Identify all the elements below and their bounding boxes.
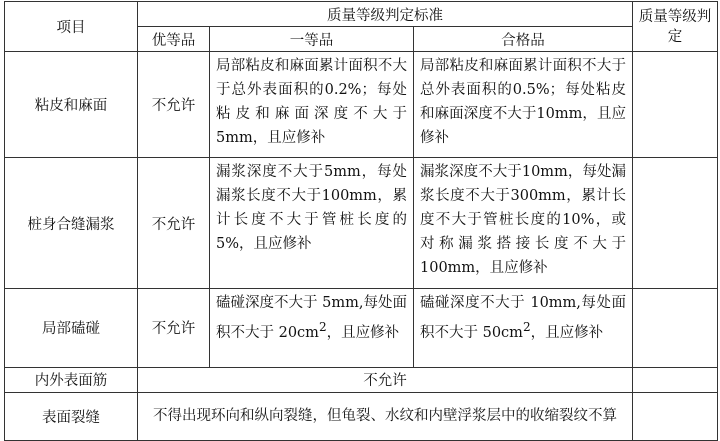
row-qualified xyxy=(414,289,633,368)
first-grade-text-tail: ，且应修补 xyxy=(326,324,400,341)
header-grade-excellent: 优等品 xyxy=(138,27,210,52)
superscript: 2 xyxy=(522,320,531,335)
header-grade-first: 一等品 xyxy=(210,27,414,52)
row-item-label: 桩身合缝漏浆 xyxy=(5,158,138,289)
row-first-grade: 局部粘皮和麻面累计面积不大于总外表面积的0.2%；每处粘皮和麻面深度不大于5mm，且应修补 xyxy=(210,52,414,158)
row-verdict-cell xyxy=(633,158,718,289)
qualified-text: 磕碰深度不大于 10mm,每处面积不大于 50cm xyxy=(420,295,626,341)
row-excellent: 不允许 xyxy=(138,158,210,289)
row-item-label: 粘皮和麻面 xyxy=(5,52,138,158)
row-item-label: 内外表面筋 xyxy=(5,367,138,392)
row-verdict-cell xyxy=(633,52,718,158)
watermark: ​ xyxy=(180,122,205,147)
first-grade-text: 磕碰深度不大于 5mm,每处面积不大于 20cm xyxy=(216,295,407,341)
header-standard: 质量等级判定标准 xyxy=(138,2,633,27)
header-grade-qualified: 合格品 xyxy=(414,27,633,52)
row-verdict-cell xyxy=(633,367,718,392)
superscript: 2 xyxy=(318,320,327,335)
header-item: 项目 xyxy=(5,2,138,52)
row-verdict-cell xyxy=(633,289,718,368)
row-item-label: 局部磕碰 xyxy=(5,289,138,368)
qualified-text-tail: ，且应修补 xyxy=(530,324,604,341)
row-item-label: 表面裂缝 xyxy=(5,392,138,440)
row-qualified: 漏浆深度不大于10mm，每处漏浆长度不大于300mm，累计长度不大于管桩长度的10%，或对称漏浆搭接长度不大于100mm，且应修补 xyxy=(414,158,633,289)
quality-grade-table xyxy=(4,1,718,441)
row-merged-standard: 不允许 xyxy=(138,367,633,392)
row-qualified: 局部粘皮和麻面累计面积不大于总外表面积的0.5%；每处粘皮和麻面深度不大于10mm，且应修补 xyxy=(414,52,633,158)
header-verdict: 质量等级判定 xyxy=(633,2,718,52)
row-first-grade: 漏浆深度不大于5mm，每处漏浆长度不大于100mm，累计长度不大于管桩长度的5%，且应修补 xyxy=(210,158,414,289)
row-merged-standard: 不得出现环向和纵向裂缝，但龟裂、水纹和内壁浮浆层中的收缩裂纹不算 xyxy=(138,392,633,440)
row-verdict-cell xyxy=(633,392,718,440)
row-excellent: 不允许 xyxy=(138,289,210,368)
row-excellent: 不允许 xyxy=(138,52,210,158)
row-first-grade xyxy=(210,289,414,368)
